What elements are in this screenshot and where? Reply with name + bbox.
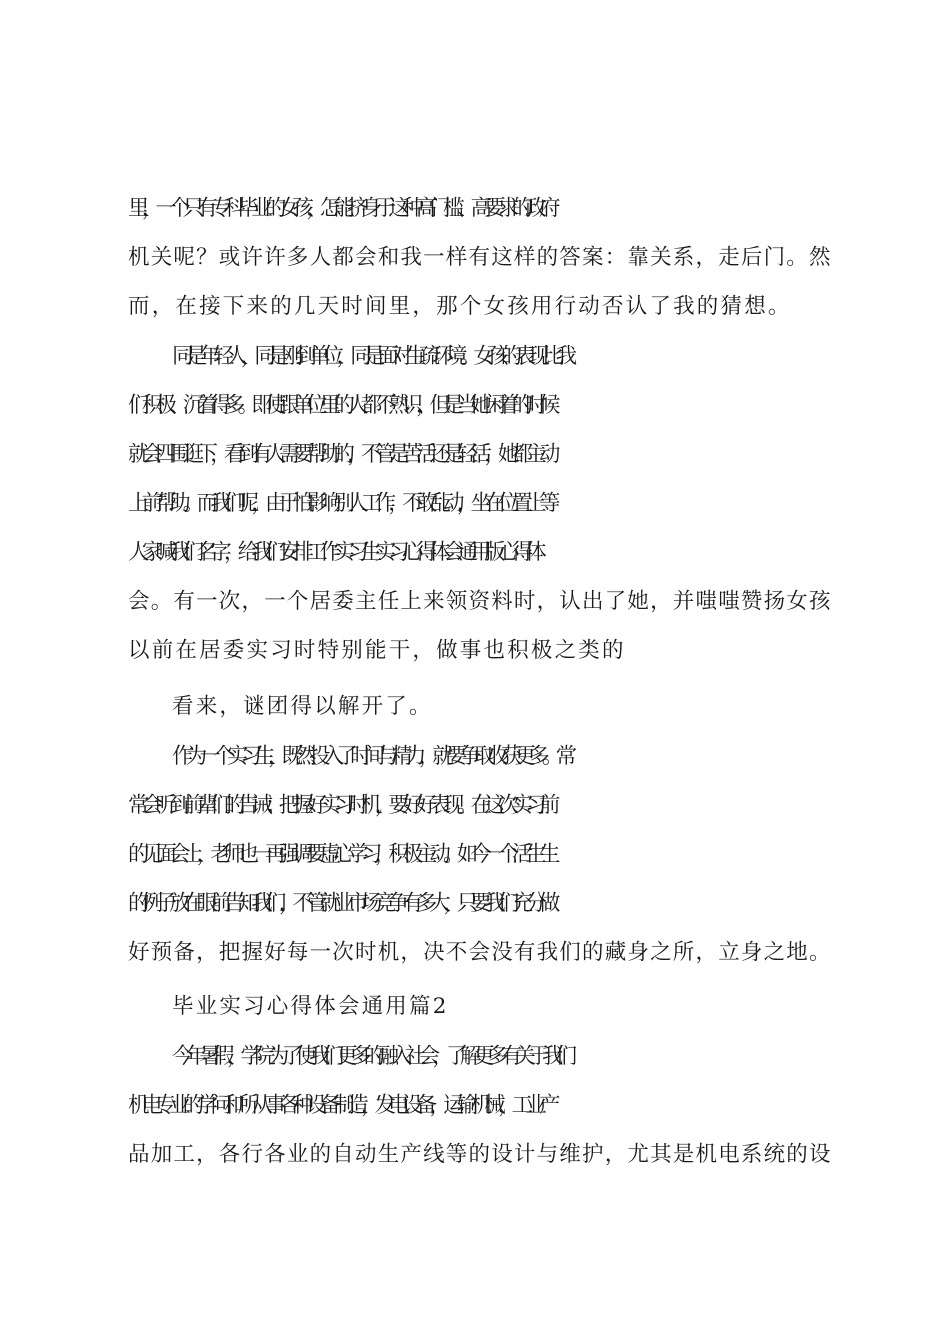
heading-text: 毕业实习心得体会通用篇2 [172,994,449,1019]
text-line: 而，在接下来的几天时间里，那个女孩用行动否认了我的猜想。 [128,294,792,319]
text-line: 的见面会上，老师也一再强调要虚心学习，积极主动。如今一个活生生 [128,842,553,867]
paragraph-mystery-solved [128,682,433,731]
text-line: 机电专业的学问和所从事各种设备制造，发电设备，运输机械，工业产 [128,1093,553,1118]
text-line: 们积极、沉着得多。即使跟单位里的人都不熟识，但是当她闲着的时候 [128,393,553,418]
text-line: 就会四围逛下，看到有人需要帮助的，不管是苦活还是轻活，她都主动 [128,442,553,467]
text-line: 机关呢？或许许多人都会和我一样有这样的答案：靠关系，走后门。然 [128,245,832,270]
paragraph-continued [128,184,832,331]
text-line: 常会听到前辈们的告诫：把握好实习时机，要好好表现。在这次实习前 [128,793,553,818]
text-line: 品加工，各行各业的自动生产线等的设计与维护，尤其是机电系统的设 [128,1142,832,1167]
text-line: 以前在居委实习时特别能干，做事也积极之类的 [128,638,626,663]
text-line: 同是年轻人，同是刚到单位，同是面对生疏环境。女孩的表现比我 [172,344,570,369]
text-line: 好预备，把握好每一次时机，决不会没有我们的藏身之所，立身之地。 [128,940,832,965]
text-line: 今年暑假，学院为了使我们更多的融入社会，了解更多有关于我们 [172,1044,570,1069]
section-heading [128,982,449,1031]
paragraph-summer [128,1032,832,1179]
text-line: 看来，谜团得以解开了。 [172,694,433,719]
paragraph-girl-performance [128,332,832,675]
text-line: 会。有一次，一个居委主任上来领资料时，认出了她，并嗤嗤赞扬女孩 [128,589,832,614]
text-line: 的例子放在眼前告知我们，不管就业市场竞争有多大，只要我们充分做 [128,891,553,916]
text-line: 里，一个只有专科毕业的女孩，怎能挤身于这种高门槛、高要求的政府 [128,196,553,221]
text-line: 作为一个实习生，既然投入了时间与精力，就要争取收获更多。常 [172,744,570,769]
text-line: 上前帮助。而我们呢，由于怕影响别人工作，不敢乱动，坐在位置上等 [128,491,553,516]
text-line: 人家喊我们名字，给我们安排工作实习生实习心得体会通用版心得体 [128,540,540,565]
paragraph-as-intern [128,732,832,977]
